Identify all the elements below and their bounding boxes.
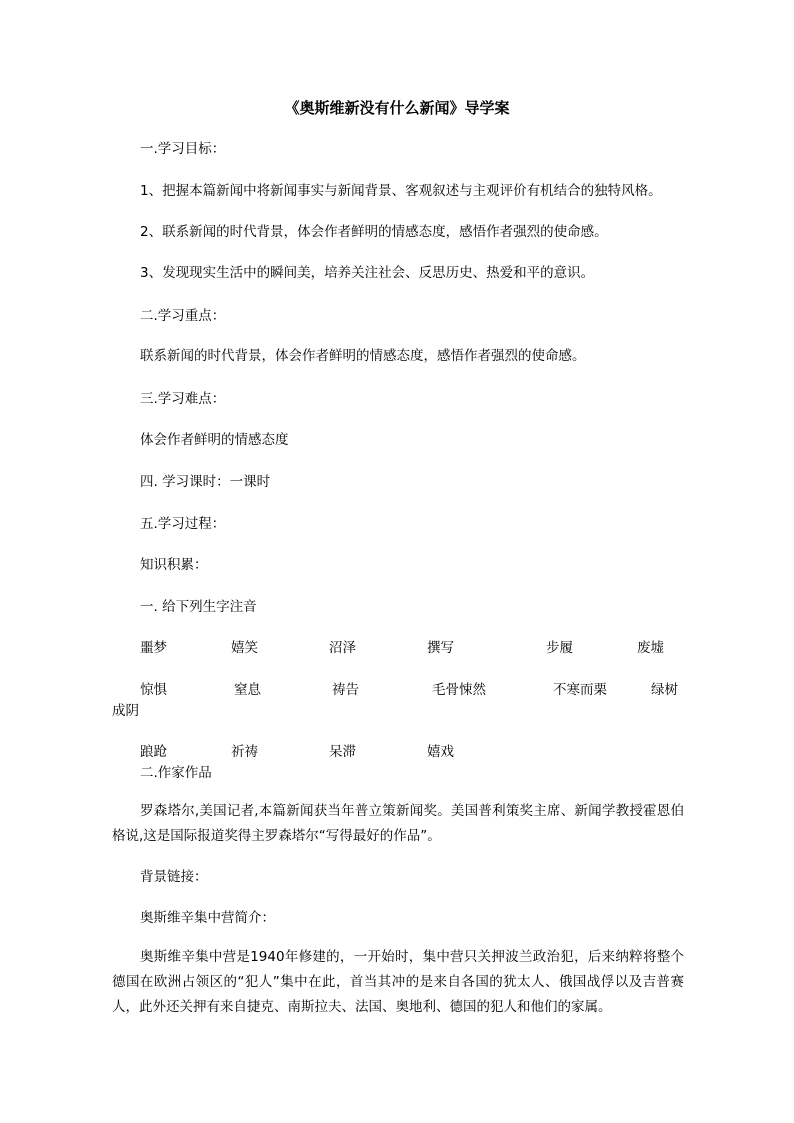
section-key-points-heading: 二.学习重点： (140, 308, 226, 324)
author-paragraph: 罗森塔尔,美国记者,本篇新闻获当年普立策新闻奖。美国普利策奖主席、新闻学教授霍恩伯格说,这是国际报道奖得主罗森塔尔“写得最好的作品”。 (112, 803, 684, 844)
objective-item-2: 2、联系新闻的时代背景，体会作者鲜明的情感态度，感悟作者强烈的使命感。 (140, 224, 608, 240)
vocab-word: 踉跄 (140, 744, 167, 760)
vocab-word: 惊惧 (140, 682, 167, 698)
vocab-word: 废墟 (637, 640, 664, 656)
vocab-word: 窒息 (234, 682, 261, 698)
background-heading: 背景链接： (140, 869, 208, 885)
section-periods-heading: 四. 学习课时：一课时 (140, 474, 271, 490)
section-difficulties-heading: 三.学习难点： (140, 391, 226, 407)
vocab-word: 噩梦 (140, 640, 167, 656)
vocab-word: 祷告 (332, 682, 359, 698)
vocab-word: 嬉戏 (427, 744, 454, 760)
vocab-word: 步履 (546, 640, 573, 656)
pinyin-heading: 一. 给下列生字注音 (140, 599, 257, 615)
objective-item-1: 1、把握本篇新闻中将新闻事实与新闻背景、客观叙述与主观评价有机结合的独特风格。 (140, 183, 662, 199)
key-points-text: 联系新闻的时代背景，体会作者鲜明的情感态度，感悟作者强烈的使命感。 (140, 348, 586, 364)
vocab-word: 撰写 (427, 640, 454, 656)
vocab-word: 不寒而栗 (553, 682, 607, 698)
author-heading: 二.作家作品 (140, 765, 212, 781)
vocab-word: 呆滞 (329, 744, 356, 760)
vocab-word: 毛骨悚然 (432, 682, 486, 698)
knowledge-heading: 知识积累： (140, 557, 208, 573)
document-title: 《奥斯维新没有什么新闻》导学案 (284, 99, 510, 117)
vocab-word: 嬉笑 (231, 640, 258, 656)
objective-item-3: 3、发现现实生活中的瞬间美，培养关注社会、反思历史、热爱和平的意识。 (140, 265, 595, 281)
vocab-word: 沼泽 (329, 640, 356, 656)
vocab-word-wrap: 成阴 (112, 703, 139, 719)
camp-paragraph: 奥斯维辛集中营是1940年修建的，一开始时，集中营只关押波兰政治犯，后来纳粹将整个德国在欧洲占领区的“犯人”集中在此，首当其冲的是来自各国的犹太人、俄国战俘以及吉普赛人，此外还关押有来自捷克、南斯拉夫、法国、奥地利、德国的犯人和他们的家属。 (112, 949, 684, 1015)
section-objectives-heading: 一.学习目标： (140, 141, 226, 157)
vocab-word: 绿树 (651, 682, 678, 698)
section-process-heading: 五.学习过程： (140, 516, 226, 532)
difficulties-text: 体会作者鲜明的情感态度 (140, 432, 289, 448)
camp-heading: 奥斯维辛集中营简介： (140, 910, 275, 926)
vocab-word: 祈祷 (231, 744, 258, 760)
